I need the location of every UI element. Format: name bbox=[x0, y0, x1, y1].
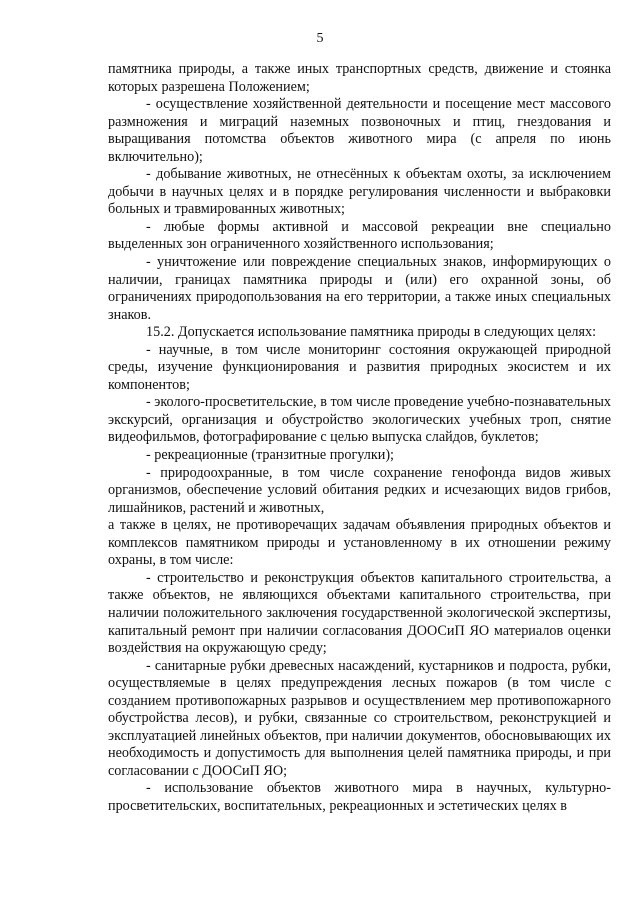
paragraph: - научные, в том числе мониторинг состояния окружающей природной среды, изучение функционирования и развития природных экосистем и их компонентов; bbox=[108, 341, 611, 393]
paragraph: - осуществление хозяйственной деятельности и посещение мест массового размножения и миграций наземных позвоночных и птиц, гнездования и выращивания потомства объектов животного мира (с апреля по июнь включительно); bbox=[108, 96, 611, 165]
paragraph: - добывание животных, не отнесённых к объектам охоты, за исключением добычи в научных целях и в порядке регулирования численности и выбраковки больных и травмированных животных; bbox=[108, 166, 611, 218]
paragraph: 15.2. Допускается использование памятника природы в следующих целях: bbox=[146, 324, 597, 341]
paragraph: - рекреационные (транзитные прогулки); bbox=[146, 447, 395, 464]
paragraph: - уничтожение или повреждение специальных знаков, информирующих о наличии, границах памятника природы и (или) его охранной зоны, об ограничениях природопользования на его территории, а также иных специальных знаков. bbox=[108, 254, 611, 323]
paragraph: - эколого-просветительские, в том числе проведение учебно-познавательных экскурсий, организация и обустройство экологических учебных троп, снятие видеофильмов, фотографирование с целью выпуска слайдов, буклетов; bbox=[108, 394, 611, 446]
paragraph: - строительство и реконструкция объектов капитального строительства, а также объектов, не являющихся объектами капитального строительства, при наличии положительного заключения государственной экологической экспертизы, капитальный ремонт при наличии согласования ДООСиП ЯО материалов оценки воздействия на окружающую среду; bbox=[108, 569, 611, 657]
paragraph: а также в целях, не противоречащих задачам объявления природных объектов и комплексов памятником природы и установленному в их отношении режиму охраны, в том числе: bbox=[108, 517, 611, 569]
document-body bbox=[108, 61, 611, 816]
paragraph: - природоохранные, в том числе сохранение генофонда видов живых организмов, обеспечение условий обитания редких и исчезающих видов грибов, лишайников, растений и животных, bbox=[108, 464, 611, 516]
paragraph: памятника природы, а также иных транспортных средств, движение и стоянка которых разрешена Положением; bbox=[108, 61, 611, 95]
paragraph: - санитарные рубки древесных насаждений, кустарников и подроста, рубки, осуществляемые в целях предупреждения лесных пожаров (в том числе с созданием противопожарных разрывов и осуществлением мер противопожарного обустройства лесов), и рубки, связанные со строительством, реконструкцией и эксплуатацией линейных объектов, при наличии документов, обосновывающих их необходимость и допустимость для выполнения целей памятника природы, и при согласовании с ДООСиП ЯО; bbox=[108, 657, 611, 779]
paragraph: - использование объектов животного мира в научных, культурно-просветительских, воспитательных, рекреационных и эстетических целях в bbox=[108, 780, 611, 814]
page-number: 5 bbox=[316, 31, 324, 46]
paragraph: - любые формы активной и массовой рекреации вне специально выделенных зон ограниченного хозяйственного использования; bbox=[108, 218, 611, 253]
